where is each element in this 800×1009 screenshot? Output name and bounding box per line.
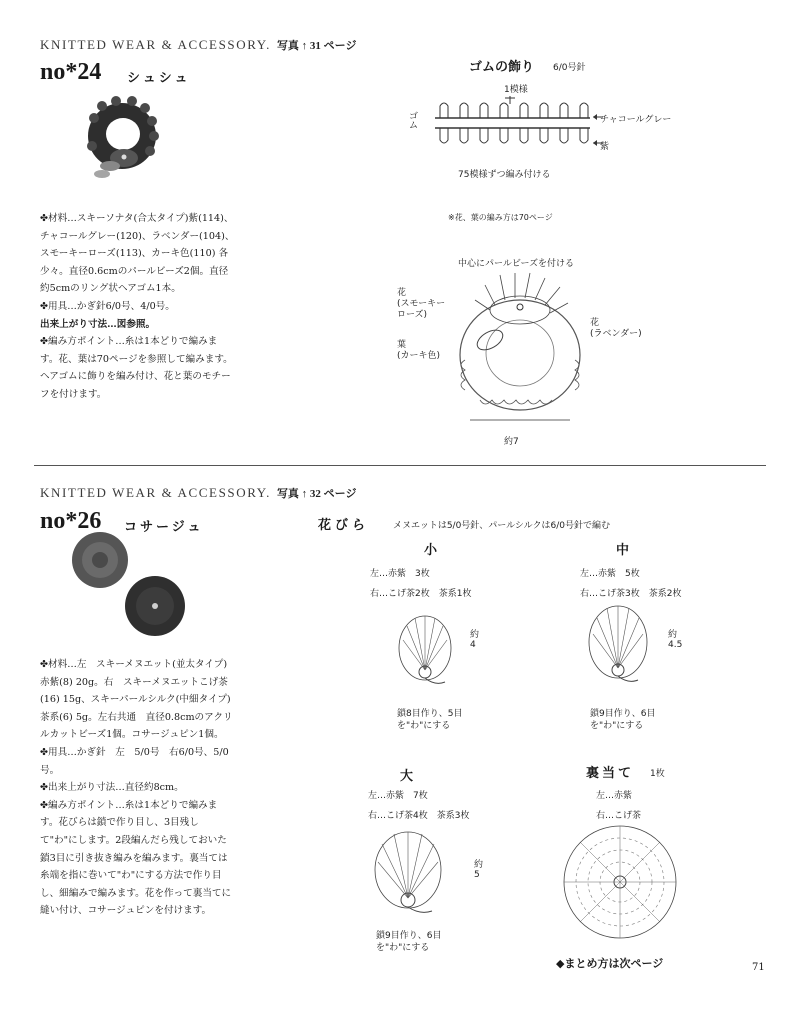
section2-header: KNITTED WEAR & ACCESSORY. 写真 ↑ 32 ページ	[40, 485, 357, 500]
charcoal-label: チャコールグレー	[600, 115, 672, 125]
large-caption: 鎖9目作り、6目を"わ"にする	[376, 931, 442, 953]
pearl-note: 中心にパールビーズを付ける	[458, 259, 575, 269]
tools-text: ✤用具…かぎ針 左 5/0号 右6/0号、5/0号。	[40, 746, 229, 776]
attach-label: 75模様ずつ編み付ける	[458, 170, 551, 180]
small-caption: 鎖8目作り、5目を"わ"にする	[397, 709, 463, 731]
next-page-note: ◆まとめ方は次ページ	[556, 957, 664, 970]
small-petal-label: 小	[424, 543, 438, 558]
scrunchie-photo	[72, 88, 182, 188]
large-size: 約5	[474, 860, 484, 880]
backing-label: 裏当て	[586, 766, 635, 781]
small-size: 約4	[470, 630, 480, 650]
rubber-decoration-title: ゴムの飾り	[469, 60, 535, 75]
backing-chart	[560, 822, 680, 942]
stitch-chart	[425, 88, 610, 163]
points-text: ✤編み方ポイント…糸は1本どりで編みます。花びらは鎖で作り目し、3目残して"わ"にします。2段編んだら残しておいた鎖3目に引き抜き編みを編みます。裏当ては糸端を指に巻いて"わ"にする方法で作り目し、細編みで編みます。花を作って裏当てに縫い付け、コサージュピンを付けます。	[40, 799, 232, 917]
backing-right: 右…こげ茶	[596, 811, 642, 821]
flower-rose-label: 花 (スモーキー ローズ)	[397, 288, 446, 320]
petals-title: 花びら	[318, 518, 370, 533]
materials-text: ✤材料…左 スキーメヌエット(並太タイプ)赤紫(8) 20g。右 スキーメヌエットこげ茶(16) 15g、スキーパールシルク(中細タイプ)茶系(6) 5g。左右共通 直径0.8cmのアクリルカットビーズ1個。コサージュピン1個。	[40, 659, 233, 741]
pattern-subtitle: コサージュ	[124, 520, 204, 535]
section1-header: KNITTED WEAR & ACCESSORY. 写真 ↑ 31 ページ	[40, 37, 357, 52]
page-number: 71	[752, 962, 765, 973]
repeat-label: 1模様	[504, 85, 528, 95]
finished-size-text: 出来上がり寸法…図参照。	[40, 318, 156, 330]
finished-size-text: ✤出来上がり寸法…直径約8cm。	[40, 782, 184, 794]
section1-instructions	[40, 210, 235, 404]
section-divider	[34, 465, 766, 466]
flower-lavender-label: 花 (ラベンダー)	[590, 318, 642, 339]
petals-needle-note: メヌエットは5/0号針、パールシルクは6/0号針で編む	[393, 521, 610, 531]
size-label: 約7	[504, 437, 519, 447]
purple-label: 紫	[600, 142, 610, 152]
points-text: ✤編み方ポイント…糸は1本どりで編みます。花、葉は70ページを参照して編みます。ヘアゴムに飾りを編み付け、花と葉のモチーフを付けます。	[40, 336, 233, 400]
corsage-photo	[65, 528, 205, 638]
large-petal-chart	[370, 826, 455, 926]
large-right-count: 右…こげ茶4枚 茶系3枚	[368, 811, 470, 821]
pattern-number: no*26	[40, 508, 102, 534]
needle-size: 6/0号針	[553, 63, 586, 73]
backing-count: 1枚	[650, 769, 665, 779]
section2-instructions	[40, 656, 235, 920]
medium-petal-label: 中	[616, 543, 630, 558]
leaf-label: 葉 (カーキ色)	[397, 340, 441, 361]
photo-ref: 写真 ↑ 32 ページ	[276, 488, 357, 500]
large-petal-label: 大	[400, 769, 414, 784]
scrunchie-assembly-diagram	[450, 265, 600, 430]
small-petal-chart	[395, 610, 465, 695]
large-left-count: 左…赤紫 7枚	[368, 791, 428, 801]
flower-leaf-note: ※花、葉の編み方は70ページ	[448, 213, 553, 222]
pattern-subtitle: シュシュ	[127, 71, 191, 86]
rubber-label: ゴム	[409, 112, 419, 131]
backing-left: 左…赤紫	[596, 791, 633, 801]
small-left-count: 左…赤紫 3枚	[370, 569, 430, 579]
small-right-count: 右…こげ茶2枚 茶系1枚	[370, 589, 472, 599]
pattern-number: no*24	[40, 59, 102, 85]
medium-left-count: 左…赤紫 5枚	[580, 569, 640, 579]
medium-size: 約4.5	[668, 630, 683, 650]
medium-right-count: 右…こげ茶3枚 茶系2枚	[580, 589, 682, 599]
photo-ref: 写真 ↑ 31 ページ	[276, 40, 357, 52]
tools-text: ✤用具…かぎ針6/0号、4/0号。	[40, 300, 175, 312]
medium-caption: 鎖9目作り、6目を"わ"にする	[590, 709, 656, 731]
materials-text: ✤材料…スキーソナタ(合太タイプ)紫(114)、チャコールグレー(120)、ラベンダー(104)、スモーキーローズ(113)、カーキ色(110) 各少々。直径0.6cmのパールビーズ2個。直径約5cmのリング状ヘアゴム1本。	[40, 213, 235, 295]
medium-petal-chart	[585, 600, 660, 695]
